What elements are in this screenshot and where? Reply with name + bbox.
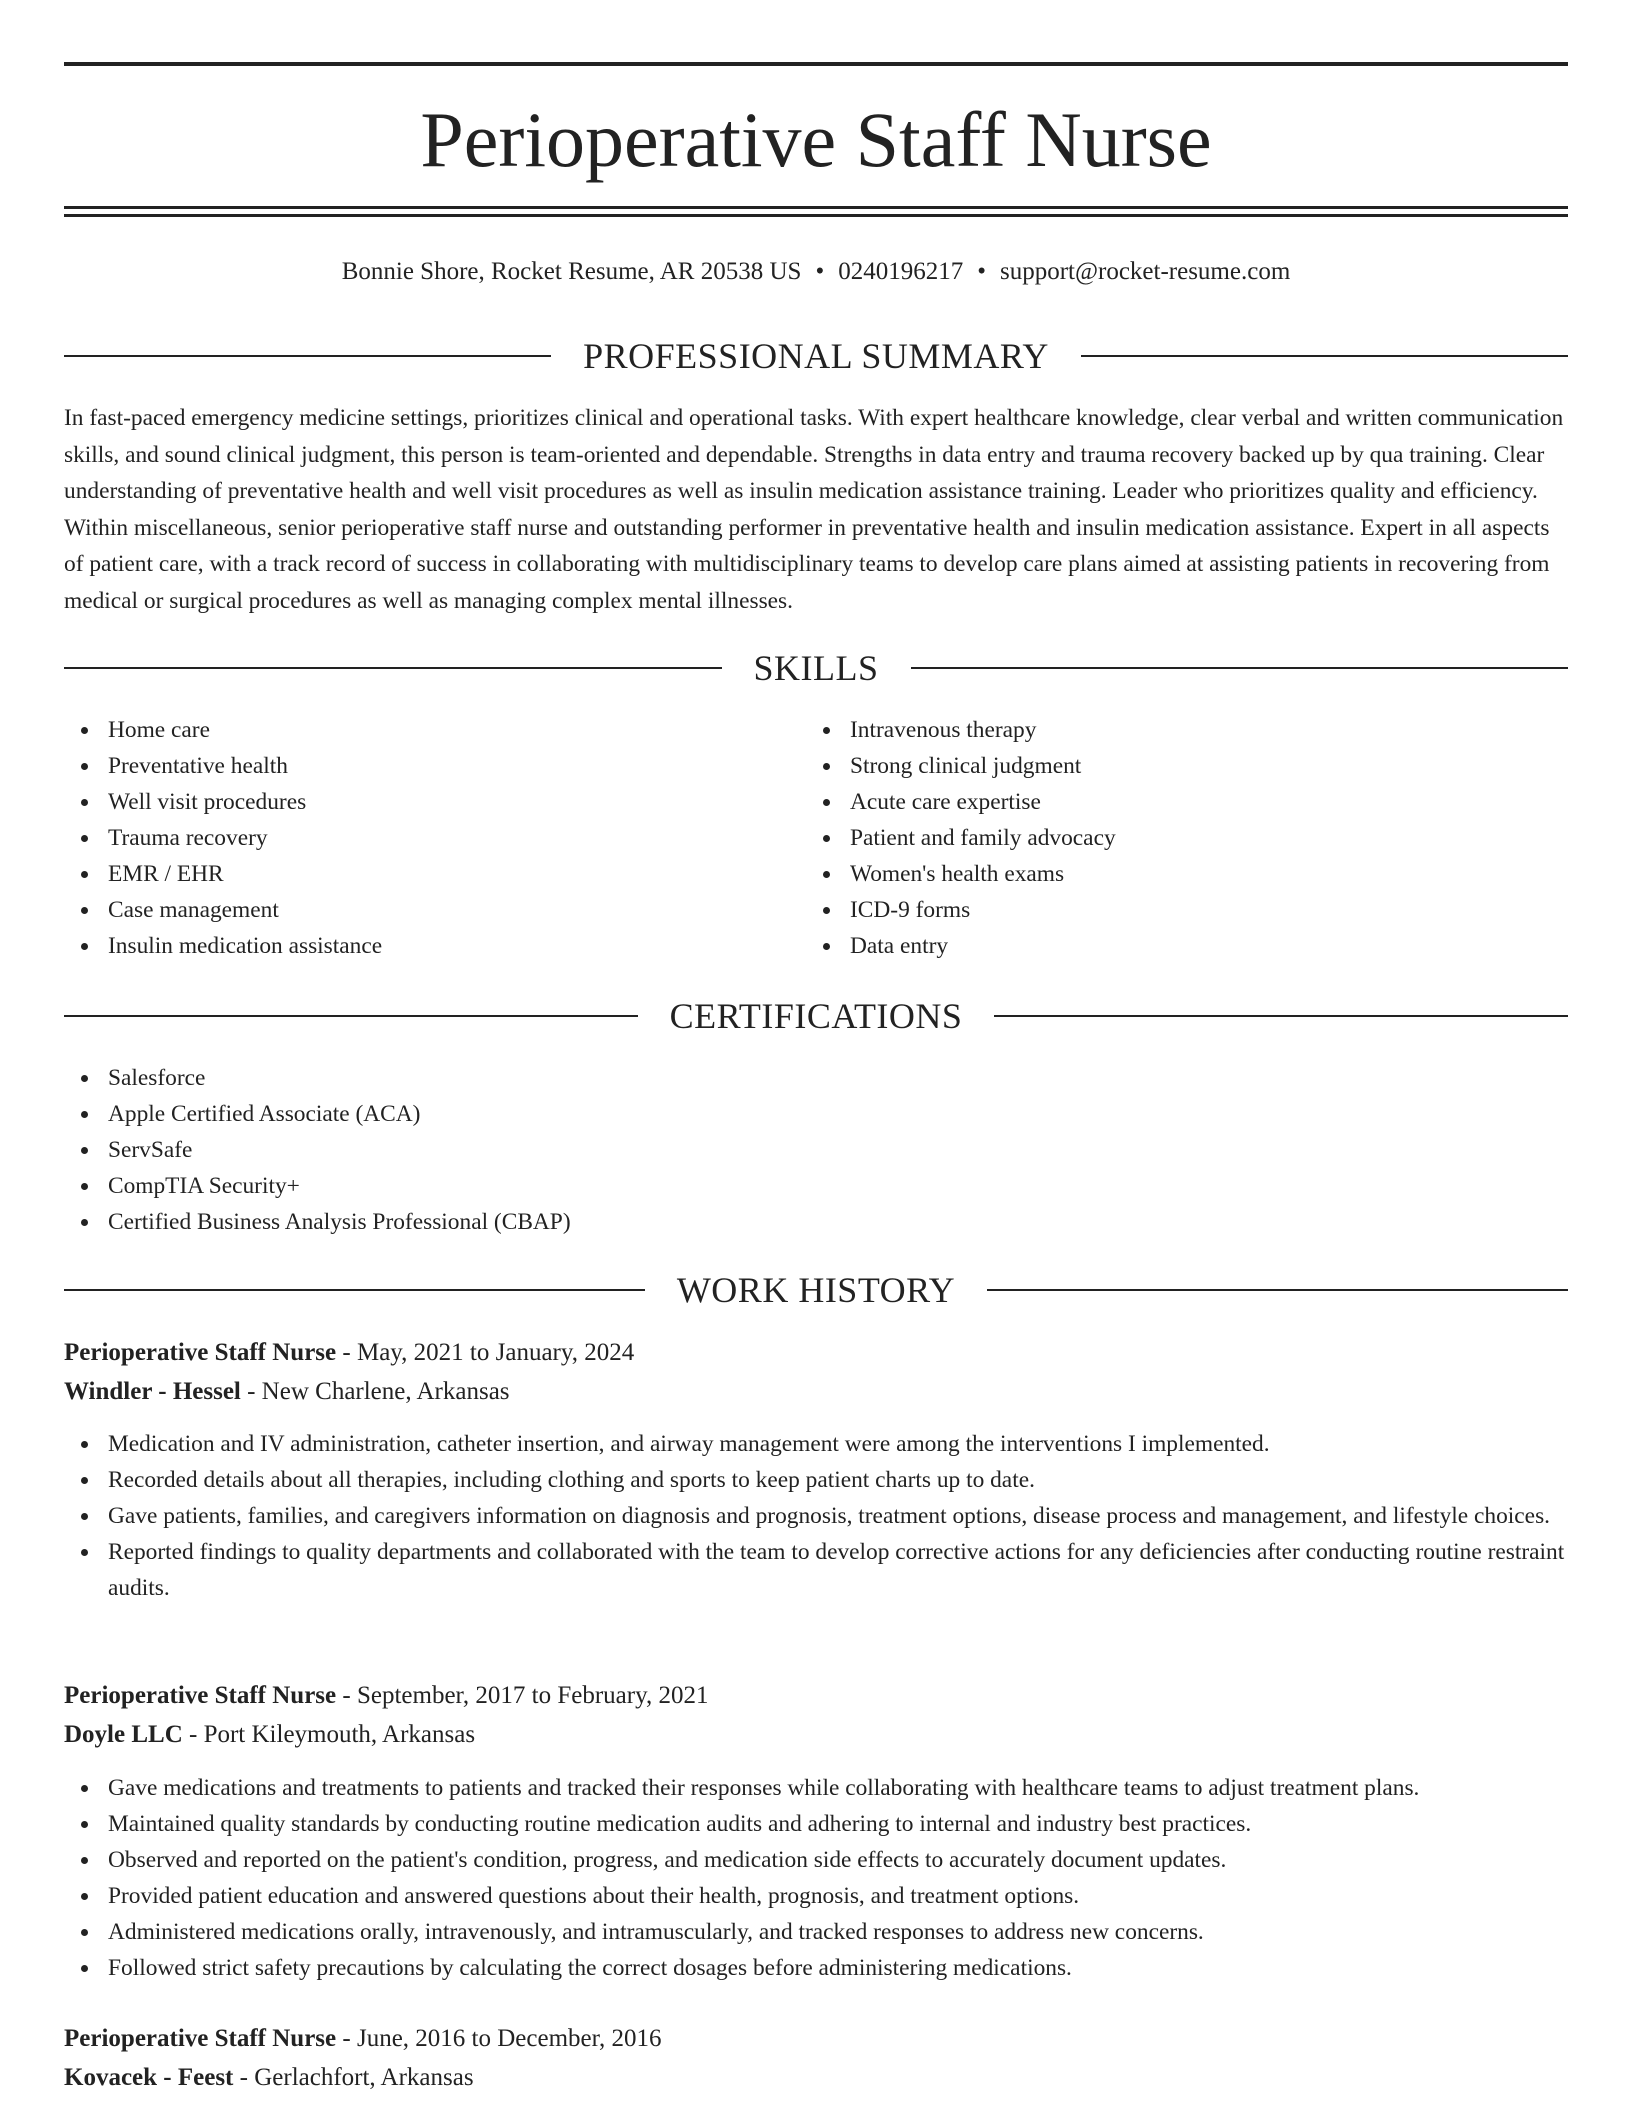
summary-heading — [64, 334, 1568, 378]
heading-rule — [1081, 355, 1568, 357]
heading-rule — [64, 667, 722, 669]
skill-item: ICD-9 forms — [850, 892, 1116, 928]
job-location: - New Charlene, Arkansas — [240, 1378, 510, 1405]
job-title: Perioperative Staff Nurse — [64, 1339, 337, 1366]
job-bullet: Maintained quality standards by conducting routine medication audits and adhering to internal and industry best practices. — [108, 1806, 1568, 1842]
certification-item: Certified Business Analysis Professional (CBAP) — [108, 1204, 571, 1240]
certifications-heading-label: CERTIFICATIONS — [669, 996, 963, 1036]
contact-separator: • — [815, 258, 825, 285]
certifications-heading — [64, 994, 1568, 1038]
job-bullet-list — [64, 1770, 1568, 1986]
skill-item: Women's health exams — [850, 856, 1116, 892]
job-title-line — [64, 1336, 634, 1370]
heading-rule — [64, 1015, 638, 1017]
job-title-line — [64, 1679, 708, 1713]
heading-rule — [994, 1015, 1568, 1017]
title-rule-lower — [64, 214, 1568, 217]
skill-item: Strong clinical judgment — [850, 748, 1116, 784]
job-bullet: Gave patients, families, and caregivers information on diagnosis and prognosis, treatment options, disease process and management, and lifestyle choices. — [108, 1498, 1568, 1534]
job-company-line — [64, 1718, 475, 1752]
job-bullet-list — [64, 1426, 1568, 1606]
job-company-line — [64, 2061, 474, 2095]
skill-item: Data entry — [850, 928, 1116, 964]
skill-item: EMR / EHR — [108, 856, 382, 892]
skill-item: Preventative health — [108, 748, 382, 784]
summary-text: In fast-paced emergency medicine settings, prioritizes clinical and operational tasks. With expert healthcare knowledge, clear verbal and written communication skills, and sound clinical judgment, this person is team-oriented and dependable. Strengths in data entry and trauma recovery backed up by qua training. Clear understanding of preventative health and well visit procedures as well as insulin medication assistance training. Leader who prioritizes quality and efficiency. Within miscellaneous, senior perioperative staff nurse and outstanding performer in preventative health and insulin medication assistance. Expert in all aspects of patient care, with a track record of success in collaborating with multidisciplinary teams to develop care plans aimed at assisting patients in recovering from medical or surgical procedures as well as managing complex mental illnesses. — [64, 405, 1564, 614]
job-dates: - June, 2016 to December, 2016 — [336, 2025, 662, 2052]
job-location: - Gerlachfort, Arkansas — [233, 2064, 474, 2091]
skill-item: Acute care expertise — [850, 784, 1116, 820]
contact-address: Bonnie Shore, Rocket Resume, AR 20538 US — [341, 258, 802, 285]
heading-rule — [64, 355, 551, 357]
job-company: Doyle LLC — [64, 1721, 183, 1748]
skill-item: Trauma recovery — [108, 820, 382, 856]
page-title: Perioperative Staff Nurse — [420, 96, 1212, 183]
skill-item: Intravenous therapy — [850, 712, 1116, 748]
job-company-line — [64, 1375, 510, 1409]
job-bullet: Reported findings to quality departments and collaborated with the team to develop corrective actions for any deficiencies after conducting routine restraint audits. — [108, 1534, 1568, 1606]
job-bullet: Administered medications orally, intravenously, and intramuscularly, and tracked responses to address new concerns. — [108, 1914, 1568, 1950]
work-history-heading-label: WORK HISTORY — [676, 1270, 956, 1310]
contact-phone: 0240196217 — [838, 258, 964, 285]
job-company: Windler - Hessel — [64, 1378, 241, 1405]
heading-rule — [64, 1289, 645, 1291]
skill-item: Well visit procedures — [108, 784, 382, 820]
skill-item: Case management — [108, 892, 382, 928]
certification-item: Salesforce — [108, 1060, 571, 1096]
skills-list-left — [64, 712, 382, 964]
certification-item: Apple Certified Associate (ACA) — [108, 1096, 571, 1132]
skills-heading — [64, 646, 1568, 690]
contact-email: support@rocket-resume.com — [999, 258, 1291, 285]
work-history-heading — [64, 1268, 1568, 1312]
job-bullet: Provided patient education and answered questions about their health, prognosis, and treatment options. — [108, 1878, 1568, 1914]
skills-list-right — [806, 712, 1116, 964]
job-title: Perioperative Staff Nurse — [64, 2025, 337, 2052]
job-dates: - September, 2017 to February, 2021 — [336, 1682, 709, 1709]
certifications-list — [64, 1060, 571, 1240]
job-bullet: Recorded details about all therapies, including clothing and sports to keep patient charts up to date. — [108, 1462, 1568, 1498]
skill-item: Patient and family advocacy — [850, 820, 1116, 856]
contact-separator: • — [977, 258, 986, 285]
job-bullet: Medication and IV administration, catheter insertion, and airway management were among the interventions I implemented. — [108, 1426, 1568, 1462]
certification-item: ServSafe — [108, 1132, 571, 1168]
skills-heading-label: SKILLS — [753, 648, 879, 688]
job-bullet: Observed and reported on the patient's condition, progress, and medication side effects to accurately document updates. — [108, 1842, 1568, 1878]
skill-item: Insulin medication assistance — [108, 928, 382, 964]
job-title: Perioperative Staff Nurse — [64, 1682, 337, 1709]
job-bullet: Gave medications and treatments to patients and tracked their responses while collaborating with healthcare teams to adjust treatment plans. — [108, 1770, 1568, 1806]
job-bullet: Followed strict safety precautions by calculating the correct dosages before administering medications. — [108, 1950, 1568, 1986]
contact-line — [64, 255, 1568, 289]
heading-rule — [987, 1289, 1568, 1291]
certification-item: CompTIA Security+ — [108, 1168, 571, 1204]
job-dates: - May, 2021 to January, 2024 — [336, 1339, 635, 1366]
top-rule — [64, 62, 1568, 66]
skill-item: Home care — [108, 712, 382, 748]
title-rule-upper — [64, 206, 1568, 209]
job-location: - Port Kileymouth, Arkansas — [182, 1721, 476, 1748]
summary-heading-label: PROFESSIONAL SUMMARY — [583, 336, 1049, 376]
heading-rule — [911, 667, 1569, 669]
job-company: Kovacek - Feest — [64, 2064, 234, 2091]
job-title-line — [64, 2022, 661, 2056]
